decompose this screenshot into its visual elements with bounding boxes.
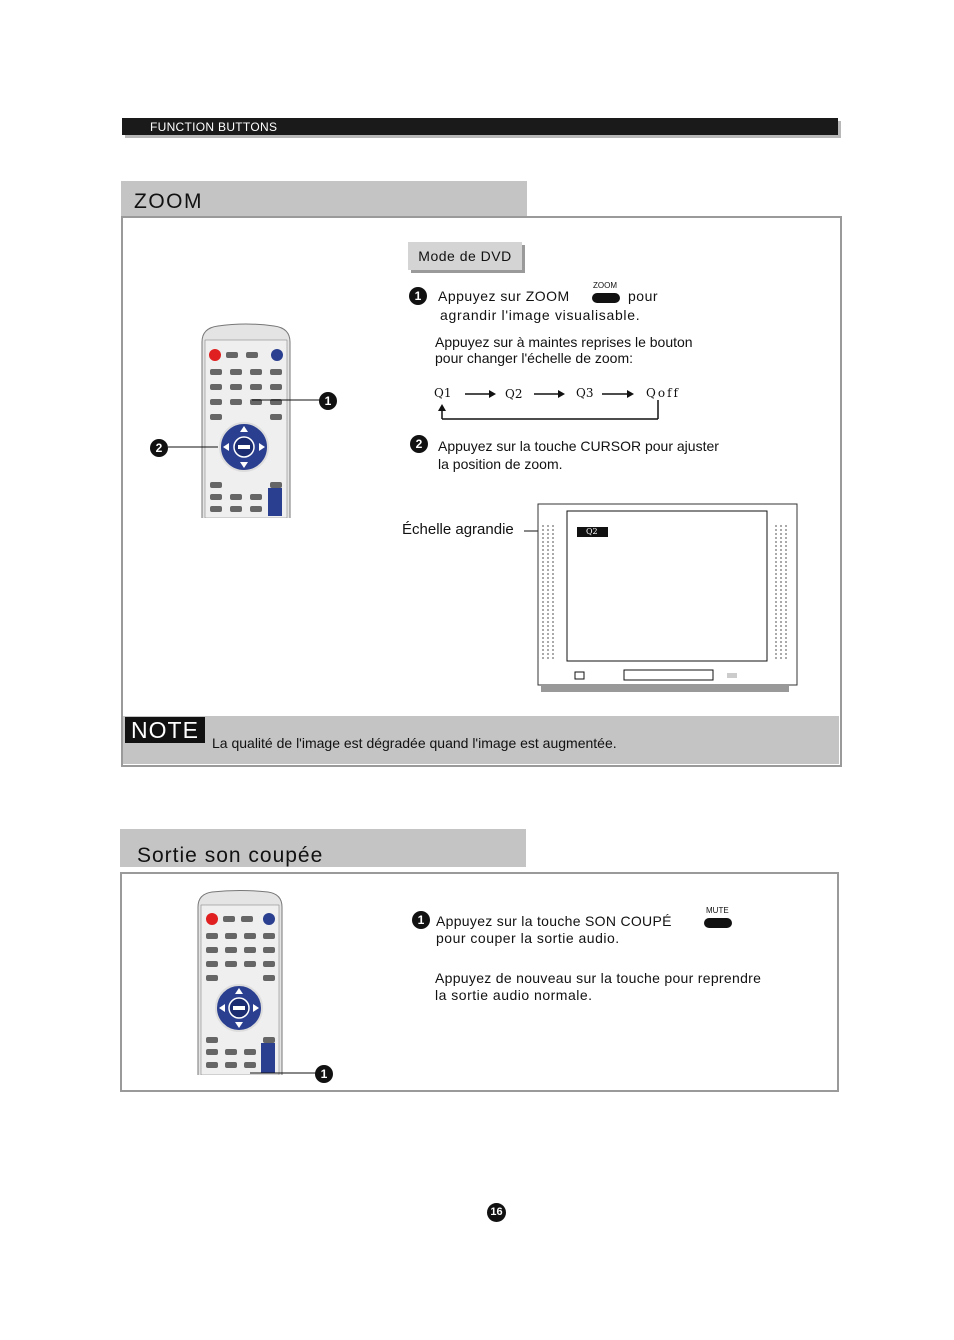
zoom-seq-q1: Q1 <box>434 386 452 400</box>
zoom-title-text: ZOOM <box>134 190 203 213</box>
step1-badge: 1 <box>409 287 427 305</box>
callout-badge-1: 1 <box>319 392 337 410</box>
repeat-line1: Appuyez sur à maintes reprises le bouton <box>435 334 693 350</box>
step1-line1b: pour <box>628 288 659 304</box>
mute-title-text: Sortie son coupée <box>137 844 324 867</box>
repeat-line2: pour changer l'échelle de zoom: <box>435 350 634 366</box>
mute-section-title <box>120 829 526 867</box>
osd-zoom-value: Q2 <box>586 527 598 536</box>
zoom-seq-q2: Q2 <box>505 387 523 401</box>
power-button-icon <box>209 349 221 361</box>
power-button-icon <box>206 913 218 925</box>
mute-button-icon <box>704 918 732 928</box>
step1-line1a: Appuyez sur ZOOM <box>438 288 570 304</box>
step2-line1: Appuyez sur la touche CURSOR pour ajuster <box>438 438 719 454</box>
step2-badge: 2 <box>410 435 428 453</box>
mode-label: Mode de DVD <box>408 242 522 270</box>
mute-step1-badge: 1 <box>412 911 430 929</box>
note-text: La qualité de l'image est dégradée quand l'image est augmentée. <box>212 735 617 751</box>
zoom-sequence-arrows <box>430 385 670 425</box>
note-label: NOTE <box>125 717 205 743</box>
zoom-seq-qoff: Qoff <box>646 386 680 400</box>
zoom-callout-lines <box>160 395 330 455</box>
tv-screen-illustration <box>520 503 802 695</box>
mute-callout-badge-1: 1 <box>315 1065 333 1083</box>
zoom-button-icon <box>592 293 620 303</box>
section-header-bar <box>122 118 838 135</box>
page-number: 16 <box>487 1203 506 1222</box>
remote-control-mute <box>192 889 288 1075</box>
mute-again-line2: la sortie audio normale. <box>435 987 593 1003</box>
step1-line2: agrandir l'image visualisable. <box>440 307 641 323</box>
callout-badge-2: 2 <box>150 439 168 457</box>
mute-again-line1: Appuyez de nouveau sur la touche pour reprendre <box>435 970 762 986</box>
mute-step1-line1: Appuyez sur la touche SON COUPÉ <box>436 913 672 929</box>
header-title: FUNCTION BUTTONS <box>150 120 278 134</box>
step2-line2: la position de zoom. <box>438 456 563 472</box>
eject-button-icon <box>271 349 283 361</box>
scale-label: Échelle agrandie <box>402 521 514 538</box>
mute-step1-line2: pour couper la sortie audio. <box>436 930 620 946</box>
zoom-button-label: ZOOM <box>593 281 617 290</box>
zoom-seq-q3: Q3 <box>576 386 594 400</box>
mute-button-label: MUTE <box>706 906 729 915</box>
mute-callout-line <box>250 1066 320 1078</box>
eject-button-icon <box>263 913 275 925</box>
zoom-section-title <box>121 181 527 217</box>
